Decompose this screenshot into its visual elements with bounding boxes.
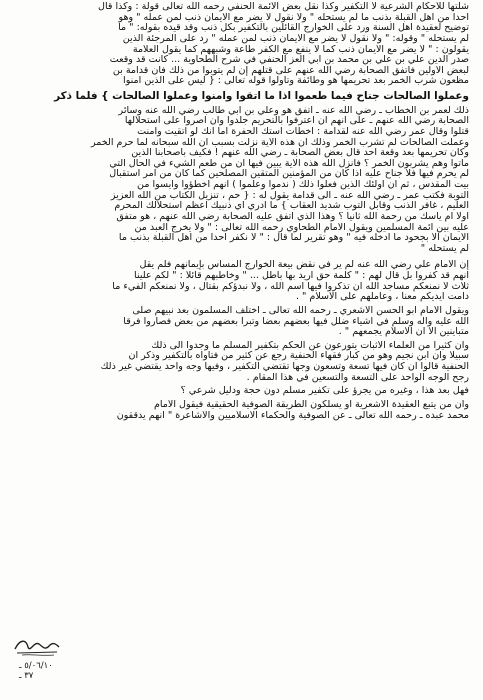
text-line: لم يستحله " وقوله: " ولا نقول لا يضر مع الايمان ذنب لمن عمله " رد على المرجئة الذين xyxy=(122,33,469,44)
footer-date: ٥/٠٦/١٠ ـ ٣٧ ـ xyxy=(19,661,53,681)
text-line: وعملوا الصالحات جناح فيما طعموا اذا ما اتقوا وآمنوا وعملوا الصالحات } فلما ذكر xyxy=(54,91,469,102)
text-line: دامت ايديكم معنا ، وعاملهم على الاسلام " . xyxy=(295,292,469,303)
text-line: متباينين الا ان الاسلام يجمعهم " . xyxy=(338,327,469,338)
text-line: عليه بين أئمة المسلمين ويقول الامام الطحاوي رحمه الله تعالى : " ولا يخرج العبد من xyxy=(134,222,469,233)
text-line: سبيلا وان ابن نجيم وهو من كبار فقهاء الحنفية رجع عن كثير من فتاواه بالتكفير وذكر ان xyxy=(128,351,469,362)
text-line: محمد عبده ـ رحمه الله تعالى ـ عن الصوفية والحكماء الاسلاميين والاشاعرة " انهم يدققون xyxy=(116,410,469,421)
text-line: إن الامام علي رضي الله عنه لم ير في نقض بيعة الخوارج المساس بإيمانهم فلم يقل xyxy=(139,260,469,271)
text-line: يقولون : " لا يضر مع الايمان ذنب كما لا ينفع مع الكفر طاعة وشبههم كما يقول العلامة xyxy=(132,44,469,55)
text-line: الايمان الا بجحود ما أدخله فيه " وهو تقرير لما قال : " لا نكفر أحداً من اهل القبلة بذنب ما xyxy=(118,233,469,244)
text-line: الله عليه وآله وسلم في اشياء ضلل فيها بعضهم بعضاً وتبرأ بعضهم من بعض فصاروا فرقاً xyxy=(123,316,469,327)
signature-mark xyxy=(12,635,62,657)
document-body xyxy=(16,2,469,421)
text-line: مظعون شرب الخمر بعد تحريمها هو وطائفة وتأولوا قوله تعالى : { ليس على الذين آمنوا xyxy=(123,76,469,87)
text-line: لم يحرم فيها فلا جناح عليه اذا كان من المؤمنين المتقين المصلحين كما كان من امر استقبال xyxy=(109,169,469,180)
text-line: ماتوا وهم يشربون الخمر ؟ فانزل الله هذه الاية يبين فيها ان من طعم الشيء في الحال التي xyxy=(109,158,469,169)
text-line: وكان تحريمها بعد وقعة أحد قال بعض الصحابة ـ رضي الله عنهم ! فكيف باصحابنا الذين xyxy=(131,148,469,159)
text-line: وعملت الصالحات لم تشرب الخمر وذلك ان هذه الاية نزلت بسبب ان الله سبحانه لما حرم الخمر xyxy=(90,137,469,148)
text-line: انهم قد كفروا بل قال لهم : " كلمة حق اريد بها باطل ... " وخاطبهم قائلاً : " لكم علينا xyxy=(134,271,469,281)
text-line: توضيح لعقيدة أهل السنة ورد على الخوارج القائلين بالتكفير بكل ذنب وقد قيده بقوله: " ما xyxy=(118,23,469,34)
text-line: بيت المقدس ، ثم ان اولئك الذين فعلوا ذلك ( ندموا وعلموا ) انهم أخطؤوا وايسوا من xyxy=(137,180,469,190)
text-line: لم يستحله " xyxy=(420,243,469,254)
text-line: الحنفية قالوا ان كان فيها تسعة وتسعون وجهاً تقتضي التكفير ، وفيها وجه واحد يقتضي غير ذلك xyxy=(100,362,469,372)
text-line: فهل بعد هذا ، وغيره من يجرؤ على تكفير مسلم دون حجة ودليل شرعي ؟ xyxy=(180,386,469,397)
text-line: شلتها للاحكام الشرعية لا التكفير وكذا نقل بعض الائمة الحنفي رحمه الله تعالى قولة : وكذا قال xyxy=(98,2,469,12)
text-line: العليم ، غافر الذنب وقابل التوب شديد العقاب } ما ادري أي ذنبيك اعظم استحلالك المحرم xyxy=(114,201,469,212)
text-line: وان من يتبع العقيدة الأشعرية او يسلكون الطريقة الصوفية الحقيقية فيقول الامام xyxy=(153,399,469,410)
text-line: التوبة فكتب عمر ـ رضي الله عنه ـ الى قدامة يقول له : { حم ، تنزيل الكتاب من الله العزيز xyxy=(110,190,469,201)
text-line: قتلوا وقال عمر رضي الله عنه لقدامة : اخطأت استك الحفرة اما انك لو اتقيت وآمنت xyxy=(137,126,469,137)
text-line: لبعض الاولين فاتفق الصحابة رضي الله عنهم على قتلهم إن لم يتوبوا من ذلك فان قدامة بن xyxy=(112,65,469,76)
text-line: ذلك لعمر بن الخطاب ـ رضي الله عنه ـ اتفق هو وعلي بن ابي طالب رضي الله عنه وسائر xyxy=(118,105,469,116)
text-line: ويقول الامام ابو الحسن الاشعري ـ رحمه الله تعالى ـ اختلف المسلمون بعد نبيهم صلى xyxy=(132,305,469,316)
text-line: وان كثيراً من العلماء الاثبات يتورعون عن الحكم بتكفير المسلم ما وجدوا الى ذلك xyxy=(151,340,469,351)
text-line: صدر الدين علي بن علي بن محمد بن ابي العز الحنفي في شرح الطحاوية ... كانت قد وقعت xyxy=(109,55,469,66)
text-line: اولاً أم يأسك من رحمة الله ثانيا ؟ وهذا الذي اتفق عليه الصحابة رضي الله عنهم ، هو متفق xyxy=(116,211,469,222)
text-line: رجح الوجه الواحد على التسعة والتسعين في هذا المقام . xyxy=(246,372,469,383)
text-line: الصحابة رضي الله عنهم ـ على انهم ان اعترفوا بالتحريم جلدوا وان أصروا على استحلالها xyxy=(124,116,469,127)
text-line: أحدا من اهل القبلة بذنب ما لم يستحله " ولا نقول لا يضر مع الايمان ذنب لمن عمله " وهو xyxy=(118,12,469,23)
text-line: ثلاث لا نمنعكم مساجد الله ان تذكروا فيها اسم الله ، ولا نبدؤكم بقتال ، ولا نمنعكم الفيء ما xyxy=(112,281,469,292)
